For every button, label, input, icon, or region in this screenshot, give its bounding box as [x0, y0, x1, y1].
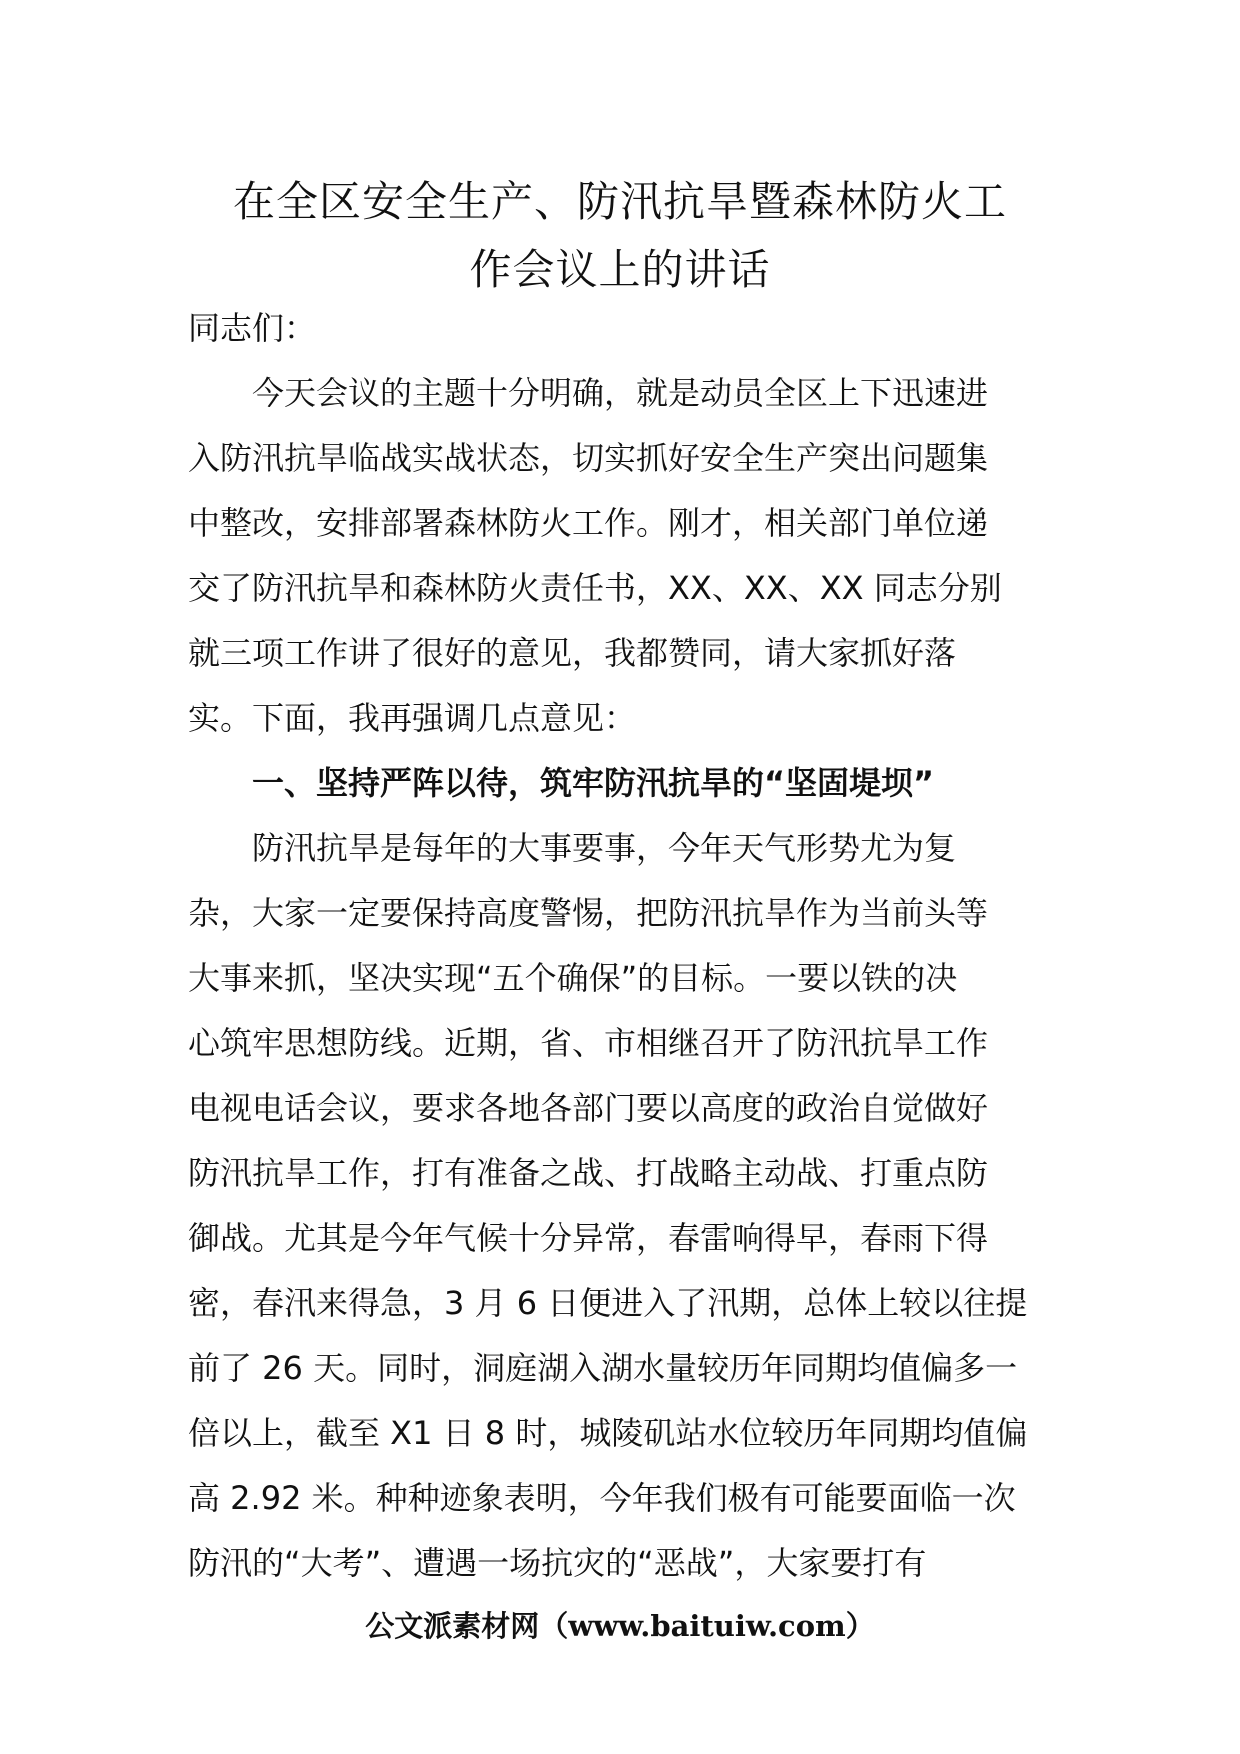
paragraph-line: 密，春汛来得急，3 月 6 日便进入了汛期，总体上较以往提 — [188, 1284, 1028, 1322]
paragraph-line: 交了防汛抗旱和森林防火责任书，XX、XX、XX 同志分别 — [188, 569, 1002, 607]
paragraph-line: 御战。尤其是今年气候十分异常，春雷响得早，春雨下得 — [188, 1219, 989, 1257]
paragraph-line: 杂，大家一定要保持高度警惕，把防汛抗旱作为当前头等 — [188, 894, 989, 932]
paragraph-line: 防汛的“大考”、遭遇一场抗灾的“恶战”，大家要打有 — [188, 1544, 927, 1582]
title-line: 作会议上的讲话 — [469, 245, 771, 294]
paragraph-line: 倍以上，截至 X1 日 8 时，城陵矶站水位较历年同期均值偏 — [188, 1414, 1028, 1452]
document-title — [190, 168, 1050, 304]
paragraph-line: 心筑牢思想防线。近期，省、市相继召开了防汛抗旱工作 — [188, 1024, 989, 1062]
section-heading: 一、坚持严阵以待，筑牢防汛抗旱的“坚固堤坝” — [252, 764, 935, 802]
salutation: 同志们： — [188, 309, 317, 347]
footer-watermark: 公文派素材网（www.baituiw.com） — [365, 1609, 875, 1643]
paragraph-line: 就三项工作讲了很好的意见，我都赞同，请大家抓好落 — [188, 634, 957, 672]
paragraph-line: 实。下面，我再强调几点意见： — [188, 699, 637, 737]
paragraph-line: 电视电话会议，要求各地各部门要以高度的政治自觉做好 — [188, 1089, 989, 1127]
paragraph-line: 高 2.92 米。种种迹象表明，今年我们极有可能要面临一次 — [188, 1479, 1016, 1517]
paragraph-line: 防汛抗旱是每年的大事要事，今年天气形势尤为复 — [252, 829, 957, 867]
paragraph-line: 今天会议的主题十分明确，就是动员全区上下迅速进 — [252, 374, 989, 412]
paragraph-line: 前了 26 天。同时，洞庭湖入湖水量较历年同期均值偏多一 — [188, 1349, 1018, 1387]
title-line: 在全区安全生产、防汛抗旱暨森林防火工 — [232, 177, 1007, 226]
document-body — [188, 296, 1054, 1596]
paragraph-line: 入防汛抗旱临战实战状态，切实抓好安全生产突出问题集 — [188, 439, 989, 477]
paragraph-line: 中整改，安排部署森林防火工作。刚才，相关部门单位递 — [188, 504, 989, 542]
paragraph-line: 防汛抗旱工作，打有准备之战、打战略主动战、打重点防 — [188, 1154, 989, 1192]
paragraph-line: 大事来抓，坚决实现“五个确保”的目标。一要以铁的决 — [188, 959, 958, 997]
